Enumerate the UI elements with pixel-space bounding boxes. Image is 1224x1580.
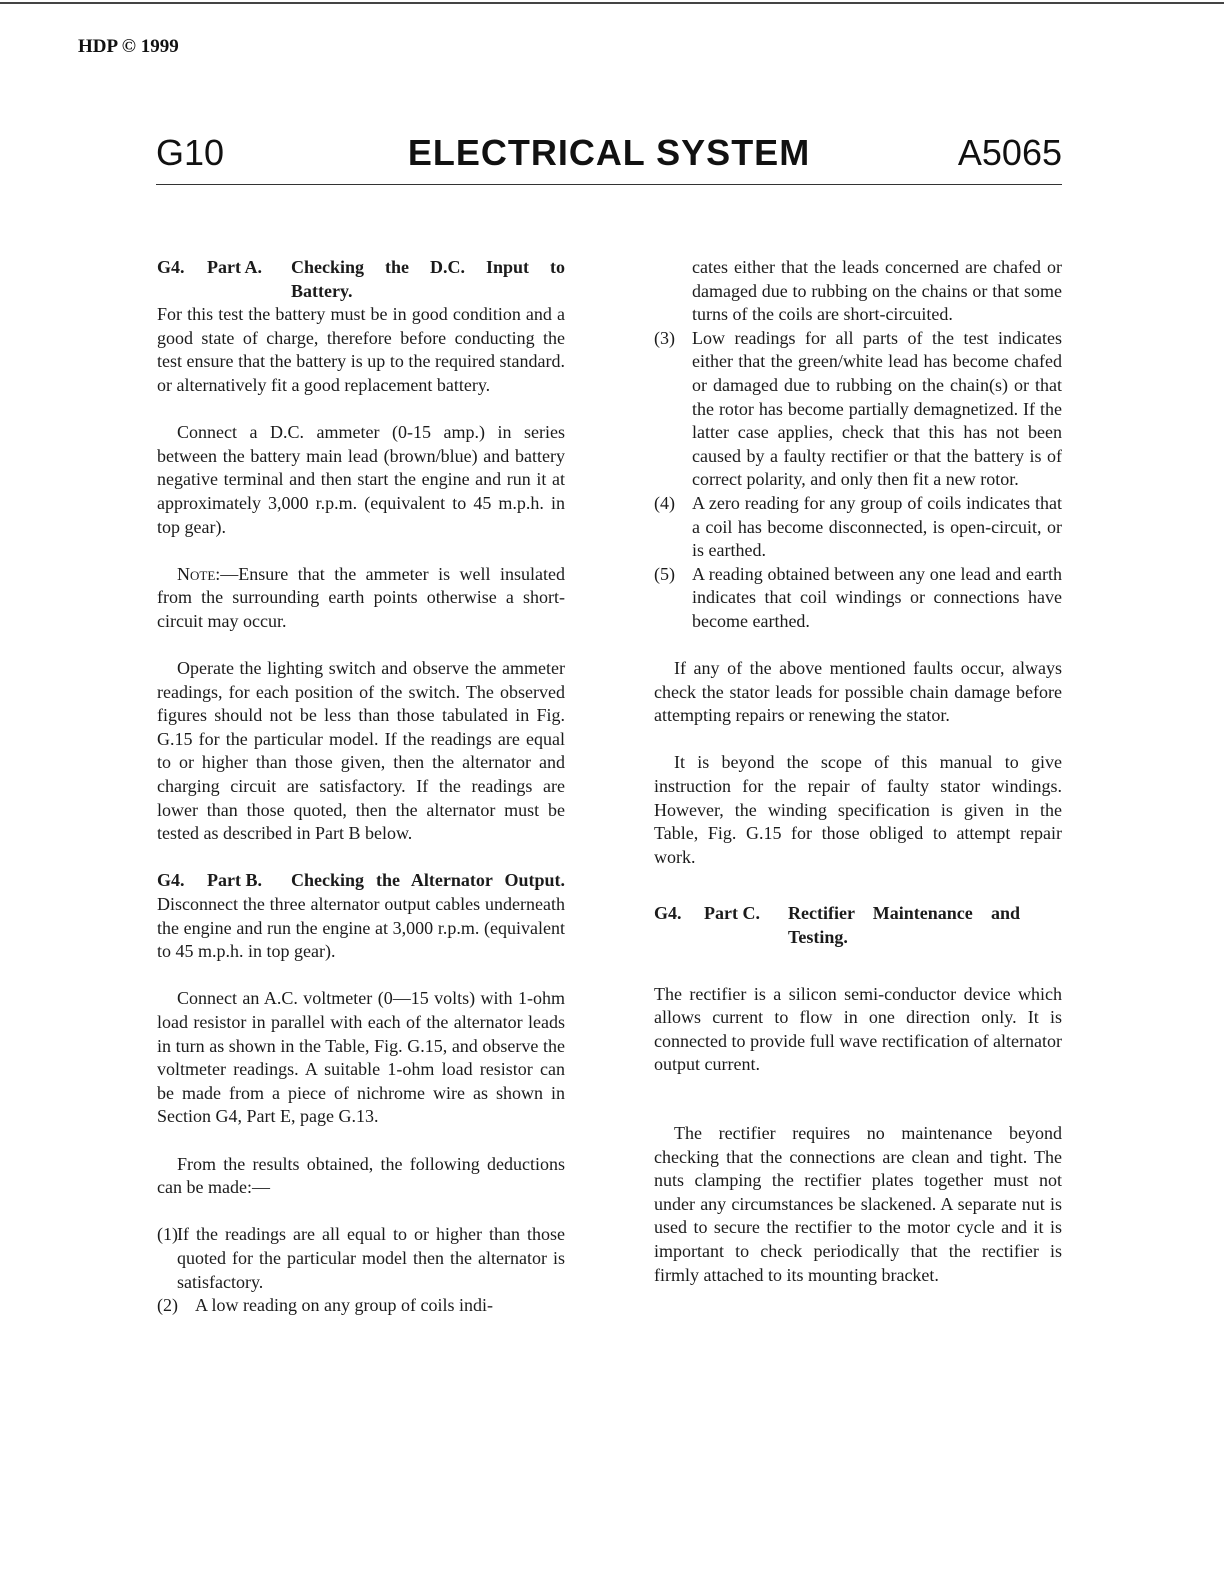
section-heading-part-c bbox=[654, 902, 1062, 926]
list-text: A reading obtained between any one lead and earth indicates that coil windings or connections have become earthed. bbox=[692, 563, 1062, 631]
section-title: Checking the Alternator Output. bbox=[291, 870, 565, 891]
section-title-cont: Battery. bbox=[291, 280, 353, 301]
list-text: A low reading on any group of coils indi- bbox=[195, 1295, 493, 1316]
list-number: (1) bbox=[157, 1224, 178, 1245]
section-title: Checking the D.C. Input to bbox=[291, 257, 565, 277]
list-number: (3) bbox=[654, 327, 675, 348]
paragraph: The rectifier is a silicon semi-conductor device which allows current to flow in one direction only. It is connected to provide full wave rectification of alternator output current. bbox=[654, 983, 1062, 1075]
note-label: Note bbox=[177, 563, 216, 584]
section-part: Part A. bbox=[207, 257, 262, 277]
section-title-cont: Testing. bbox=[788, 927, 848, 948]
paragraph: It is beyond the scope of this manual to give instruction for the repair of faulty stator windings. However, the winding specification is given in the Table, Fig. G.15 for those obliged to attempt repair work. bbox=[654, 752, 1062, 867]
section-number: G4. bbox=[157, 870, 185, 891]
paragraph: Connect a D.C. ammeter (0-15 amp.) in series between the battery main lead (brown/blue) and battery negative terminal and then start the engine and run it at approximately 3,000 r.p.m. (equivalent to 45 m.p.h. in top gear). bbox=[157, 422, 565, 537]
right-column bbox=[654, 256, 1062, 1287]
paragraph: If any of the above mentioned faults occur, always check the stator leads for possible chain damage before attempting repairs or renewing the stator. bbox=[654, 658, 1062, 726]
paragraph: From the results obtained, the following deductions can be made:— bbox=[157, 1153, 565, 1198]
page-number: G10 bbox=[156, 132, 225, 173]
list-item bbox=[654, 492, 1062, 563]
list-item bbox=[157, 1294, 565, 1318]
section-number: G4. bbox=[654, 903, 682, 924]
section-part: Part B. bbox=[207, 870, 262, 891]
list-number: (4) bbox=[654, 492, 675, 513]
list-item bbox=[654, 327, 1062, 492]
list-item bbox=[157, 1223, 565, 1294]
paragraph: Disconnect the three alternator output cables underneath the engine and run the engine at 3,000 r.p.m. (equivalent to 45 m.p.h. in top gear). bbox=[157, 894, 565, 962]
top-rule bbox=[0, 2, 1224, 4]
list-text: If the readings are all equal to or higher than those quoted for the particular model then the alternator is satisfactory. bbox=[177, 1224, 565, 1292]
paragraph: Operate the lighting switch and observe the ammeter readings, for each position of the switch. The observed figures should not be less than those tabulated in Fig. G.15 for the particular model. If the readings are equal to or higher than those given, then the alternator and charging circuit are satisfactory. If the readings are lower than those quoted, then the alternator must be tested as described in Part B below. bbox=[157, 658, 565, 844]
list-text: A zero reading for any group of coils indicates that a coil has become disconnected, is open-circuit, or is earthed. bbox=[692, 492, 1062, 561]
page-title: ELECTRICAL SYSTEM bbox=[407, 132, 811, 173]
section-number: G4. bbox=[157, 257, 185, 277]
note-paragraph bbox=[157, 563, 565, 634]
list-item bbox=[654, 563, 1062, 634]
section-heading-part-a bbox=[157, 256, 565, 280]
list-number: (2) bbox=[157, 1295, 178, 1316]
paragraph: Connect an A.C. voltmeter (0—15 volts) with 1-ohm load resistor in parallel with each of the alternator leads in turn as shown in the Table, Fig. G.15, and observe the voltmeter readings. A suitable 1-ohm load resistor can be made from a piece of nichrome wire as shown in Section G4, Part E, page G.13. bbox=[157, 988, 565, 1127]
page-header bbox=[156, 128, 1062, 185]
list-number: (5) bbox=[654, 563, 675, 584]
paragraph: For this test the battery must be in good condition and a good state of charge, therefore before conducting the test ensure that the battery is up to the required standard. or alternatively fit a good replacement battery. bbox=[157, 304, 565, 395]
copyright-notice: HDP © 1999 bbox=[78, 36, 179, 57]
list-text: Low readings for all parts of the test indicates either that the green/white lead has become chafed or damaged due to rubbing on the chain(s) or that the rotor has become partially demagnetized. If the latter case applies, check that this has not been caused by a faulty rectifier or that the battery is of correct polarity, and only then fit a new rotor. bbox=[692, 327, 1062, 490]
section-heading-part-b bbox=[157, 869, 565, 893]
note-text: :—Ensure that the ammeter is well insulated from the surrounding earth points otherwise a short-circuit may occur. bbox=[157, 563, 565, 631]
section-title: Rectifier Maintenance and bbox=[788, 903, 1020, 924]
section-part: Part C. bbox=[704, 903, 760, 924]
model-code: A5065 bbox=[957, 132, 1062, 173]
left-column bbox=[157, 256, 565, 1318]
list-text-continued: cates either that the leads concerned are chafed or damaged due to rubbing on the chains or that some turns of the coils are short-circuited. bbox=[692, 257, 1062, 325]
paragraph: The rectifier requires no maintenance beyond checking that the connections are clean and tight. The nuts clamping the rectifier plates together must not under any circumstances be slackened. A separate nut is used to secure the rectifier to the motor cycle and it is important to check periodically that the rectifier is firmly attached to its mounting bracket. bbox=[654, 1123, 1062, 1285]
